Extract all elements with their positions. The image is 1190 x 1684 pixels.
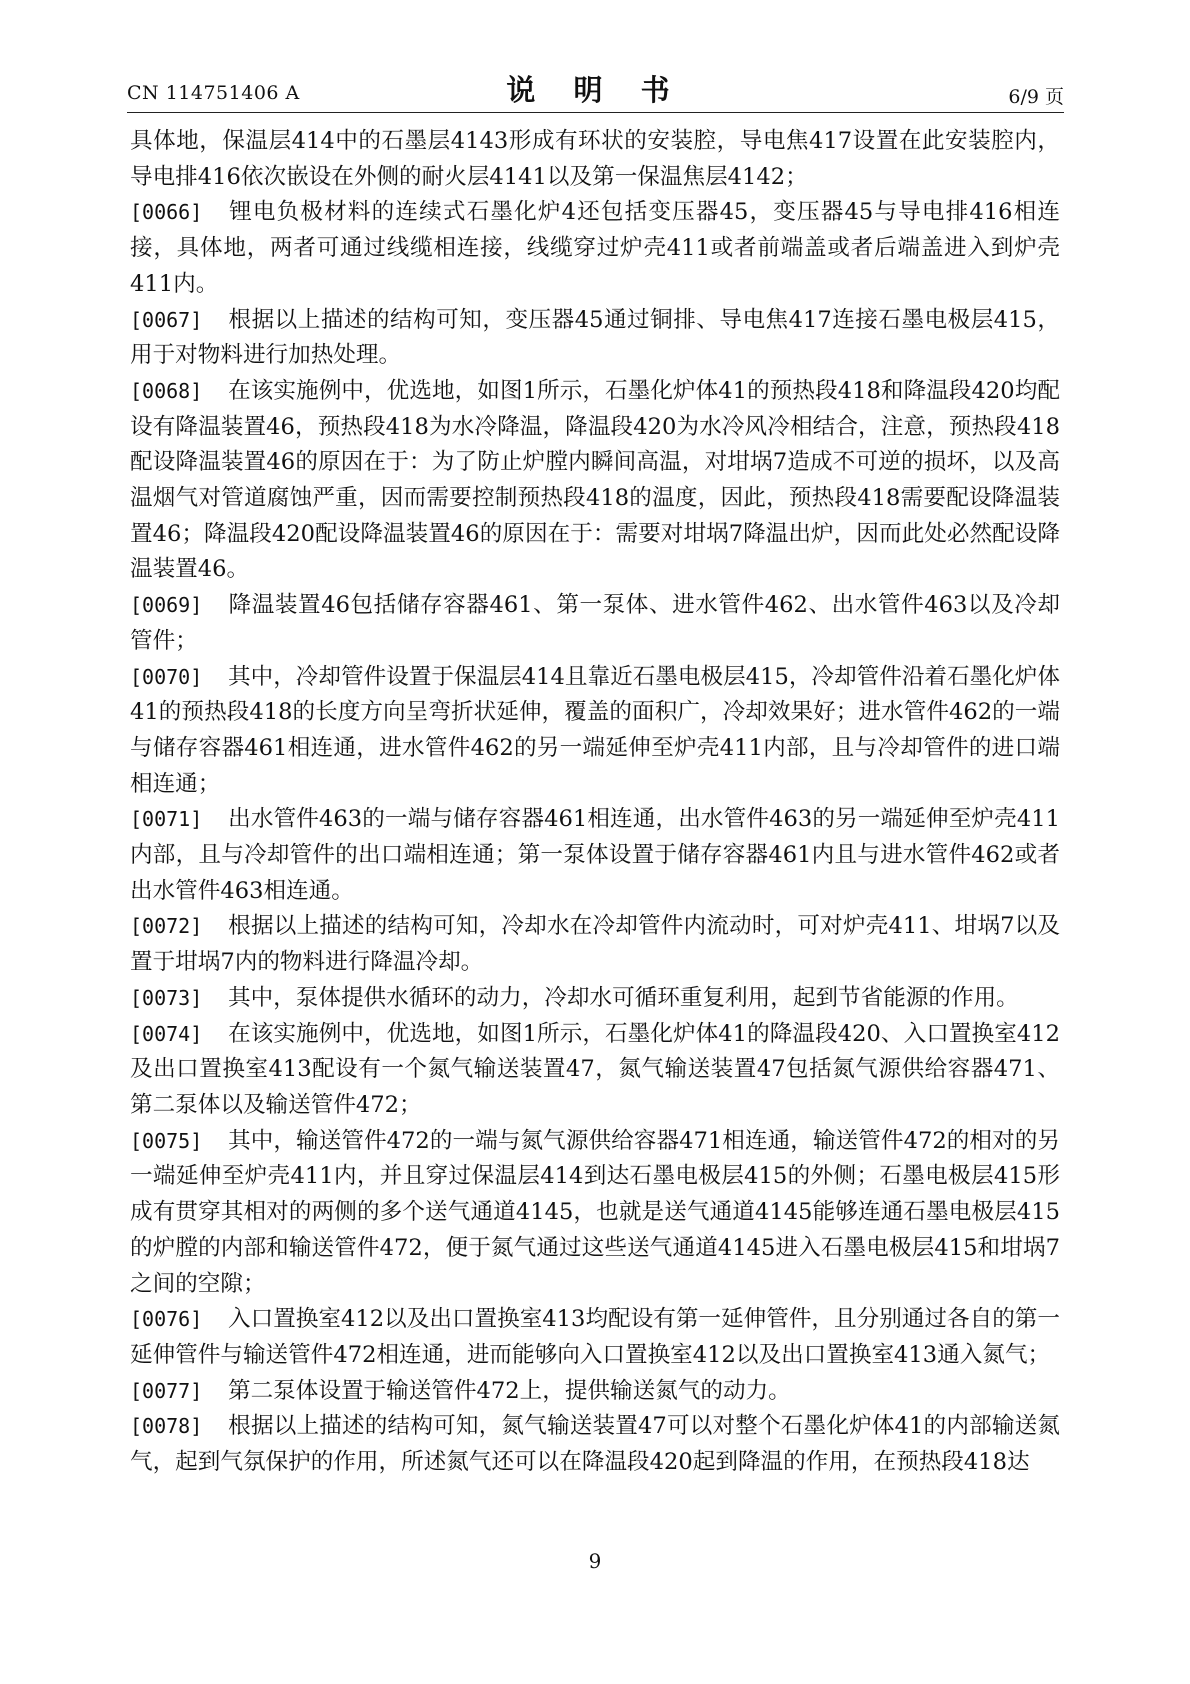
document-title: 说 明 书 — [506, 73, 684, 107]
paragraph — [130, 1017, 1060, 1124]
page-indicator: 6/9 页 — [1008, 86, 1064, 108]
paragraph-text: 其中，泵体提供水循环的动力，冷却水可循环重复利用，起到节省能源的作用。 — [228, 984, 1019, 1011]
paragraph-number: [0078] — [130, 1414, 203, 1439]
paragraph-number: [0070] — [130, 664, 203, 689]
paragraph-text: 在该实施例中，优选地，如图1所示，石墨化炉体41的降温段420、入口置换室412及出口置换室413配设有一个氮气输送装置47，氮气输送装置47包括氮气源供给容器471、第二泵体以及输送管件472； — [130, 1020, 1060, 1118]
paragraph-text: 第二泵体设置于输送管件472上，提供输送氮气的动力。 — [228, 1377, 791, 1404]
document-body — [130, 124, 1060, 1481]
paragraph-text: 其中，冷却管件设置于保温层414且靠近石墨电极层415，冷却管件沿着石墨化炉体41的预热段418的长度方向呈弯折状延伸，覆盖的面积广，冷却效果好；进水管件462的一端与储存容器461相连通，进水管件462的另一端延伸至炉壳411内部，且与冷却管件的进口端相连通； — [130, 663, 1060, 797]
paragraph-text: 具体地，保温层414中的石墨层4143形成有环状的安装腔，导电焦417设置在此安装腔内，导电排416依次嵌设在外侧的耐火层4141以及第一保温焦层4142； — [130, 128, 1060, 190]
publication-number: CN 114751406 A — [127, 82, 300, 104]
paragraph-number: [0066] — [130, 200, 203, 225]
paragraph-text: 入口置换室412以及出口置换室413均配设有第一延伸管件，且分别通过各自的第一延伸管件与输送管件472相连通，进而能够向入口置换室412以及出口置换室413通入氮气； — [130, 1306, 1060, 1368]
paragraph-number: [0072] — [130, 914, 203, 939]
paragraph — [130, 1374, 1060, 1410]
paragraph — [130, 374, 1060, 588]
paragraph — [130, 802, 1060, 909]
paragraph — [130, 981, 1060, 1017]
paragraph-number: [0074] — [130, 1021, 203, 1046]
header-divider — [127, 112, 1064, 113]
paragraph — [130, 660, 1060, 803]
paragraph-number: [0077] — [130, 1378, 203, 1403]
paragraph — [130, 303, 1060, 374]
paragraph-text: 根据以上描述的结构可知，氮气输送装置47可以对整个石墨化炉体41的内部输送氮气，起到气氛保护的作用，所述氮气还可以在降温段420起到降温的作用，在预热段418达 — [130, 1413, 1060, 1476]
paragraph — [130, 1302, 1060, 1373]
paragraph-number: [0075] — [130, 1128, 203, 1153]
paragraph-number: [0069] — [130, 593, 203, 618]
paragraph-text: 根据以上描述的结构可知，冷却水在冷却管件内流动时，可对炉壳411、坩埚7以及置于坩埚7内的物料进行降温冷却。 — [130, 913, 1060, 976]
paragraph-number: [0068] — [130, 378, 203, 403]
paragraph-continued — [130, 124, 1060, 195]
paragraph — [130, 1409, 1060, 1480]
paragraph-text: 锂电负极材料的连续式石墨化炉4还包括变压器45，变压器45与导电排416相连接，具体地，两者可通过线缆相连接，线缆穿过炉壳411或者前端盖或者后端盖进入到炉壳411内。 — [130, 199, 1060, 297]
paragraph-number: [0067] — [130, 307, 203, 332]
paragraph-text: 根据以上描述的结构可知，变压器45通过铜排、导电焦417连接石墨电极层415，用于对物料进行加热处理。 — [130, 306, 1060, 369]
paragraph-text: 在该实施例中，优选地，如图1所示，石墨化炉体41的预热段418和降温段420均配设有降温装置46，预热段418为水冷降温，降温段420为水冷风冷相结合，注意，预热段418配设降温装置46的原因在于：为了防止炉膛内瞬间高温，对坩埚7造成不可逆的损坏，以及高温烟气对管道腐蚀严重，因而需要控制预热段418的温度，因此，预热段418需要配设降温装置46；降温段420配设降温装置46的原因在于：需要对坩埚7降温出炉，因而此处必然配设降温装置46。 — [130, 377, 1060, 583]
paragraph-number: [0073] — [130, 985, 203, 1010]
paragraph-number: [0076] — [130, 1307, 203, 1332]
paragraph — [130, 588, 1060, 659]
paragraph — [130, 195, 1060, 302]
paragraph-text: 降温装置46包括储存容器461、第一泵体、进水管件462、出水管件463以及冷却管件； — [130, 592, 1060, 654]
paragraph — [130, 1124, 1060, 1303]
paragraph-number: [0071] — [130, 807, 203, 832]
paragraph — [130, 909, 1060, 980]
paragraph-text: 出水管件463的一端与储存容器461相连通，出水管件463的另一端延伸至炉壳411内部，且与冷却管件的出口端相连通；第一泵体设置于储存容器461内且与进水管件462或者出水管件463相连通。 — [130, 806, 1060, 904]
page-number: 9 — [588, 1549, 602, 1573]
paragraph-text: 其中，输送管件472的一端与氮气源供给容器471相连通，输送管件472的相对的另一端延伸至炉壳411内，并且穿过保温层414到达石墨电极层415的外侧；石墨电极层415形成有贯穿其相对的两侧的多个送气通道4145，也就是送气通道4145能够连通石墨电极层415的炉膛的内部和输送管件472，便于氮气通过这些送气通道4145进入石墨电极层415和坩埚7之间的空隙； — [130, 1127, 1060, 1297]
